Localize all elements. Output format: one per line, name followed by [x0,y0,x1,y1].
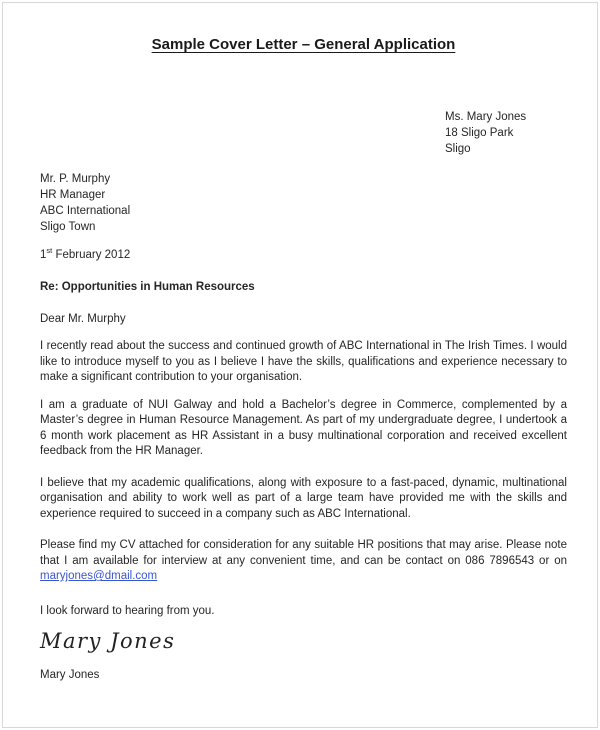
paragraph-4 [40,538,567,585]
page-title: Sample Cover Letter – General Application [151,36,456,53]
sender-address-block [445,109,567,157]
recipient-address-line: HR Manager [40,189,106,201]
paragraph-3: I believe that my academic qualifications, along with exposure to a fast-paced, dynamic, multinational organisation and ability to work well as part of a large team have provided me with the skills and experience required to succeed in a company such as ABC International. [40,476,567,520]
date-rest: February 2012 [52,249,131,261]
paragraph-4-text: Please find my CV attached for consideration for any suitable HR positions that may arise. Please note that I am available for interview at any convenient time, and can be contact on 086 7896543 or on [40,539,567,567]
email-link[interactable]: maryjones@dmail.com [40,570,158,582]
paragraph-2: I am a graduate of NUI Galway and hold a Bachelor’s degree in Commerce, complemented by a Master’s degree in Human Resource Management. As part of my undergraduate degree, I undertook a 6 month work placement as HR Assistant in a busy multinational corporation and received excellent feedback from the HR Manager. [40,398,567,457]
subject-line: Re: Opportunities in Human Resources [40,281,255,293]
closing-line: I look forward to hearing from you. [40,604,215,617]
salutation: Dear Mr. Murphy [40,313,126,325]
recipient-address-line: ABC International [40,205,131,217]
recipient-address-line: Sligo Town [40,221,96,233]
recipient-address-line: Mr. P. Murphy [40,173,111,185]
signature-handwritten: Mary Jones [40,628,176,653]
sender-address-line: 18 Sligo Park [445,127,514,139]
signature-typed-name: Mary Jones [40,668,100,681]
date-day: 1 [40,249,47,261]
recipient-address-block [40,171,567,235]
date-line [40,247,567,263]
paragraph-1: I recently read about the success and continued growth of ABC International in The Irish Times. I would like to introduce myself to you as I believe I have the skills, qualifications and experience necessary to make a significant contribution to your organisation. [40,340,567,383]
sender-address-line: Sligo [445,143,471,155]
sender-address-line: Ms. Mary Jones [445,111,527,123]
date-ordinal-suffix: st [46,246,53,256]
